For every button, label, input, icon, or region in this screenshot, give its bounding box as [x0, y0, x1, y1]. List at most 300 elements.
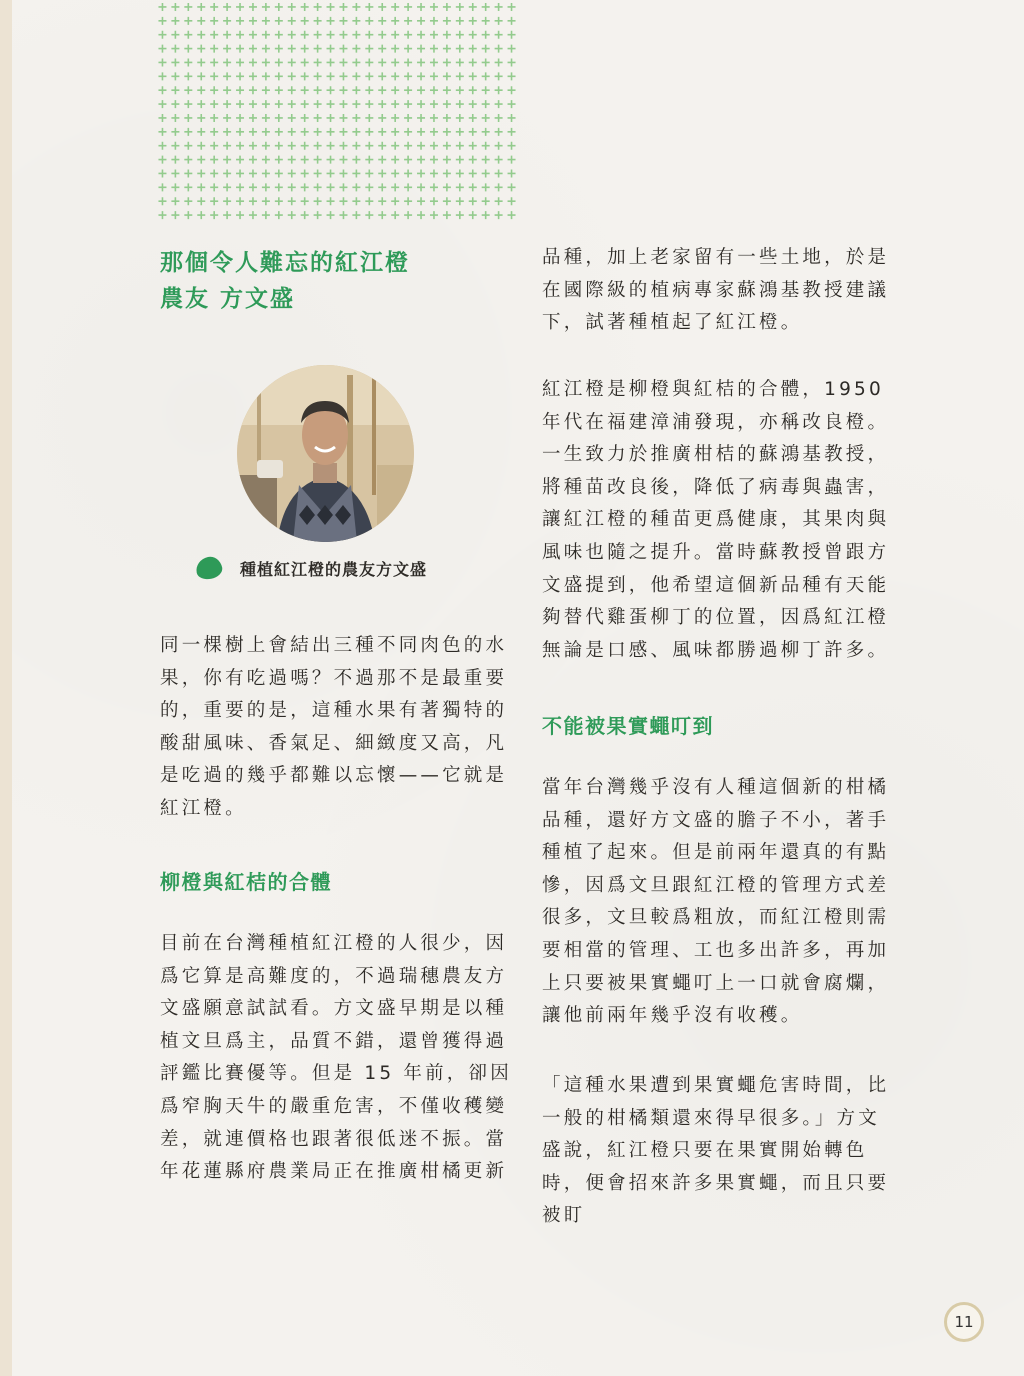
plus-mark	[301, 86, 309, 94]
plus-mark	[456, 156, 464, 164]
plus-mark	[404, 169, 412, 177]
plus-mark	[236, 45, 244, 53]
plus-mark	[223, 100, 231, 108]
plus-mark	[404, 114, 412, 122]
plus-mark	[288, 211, 296, 219]
plus-mark	[352, 45, 360, 53]
page-number: 11	[944, 1302, 984, 1342]
plus-mark	[275, 197, 283, 205]
plus-mark	[249, 100, 257, 108]
plus-mark	[430, 211, 438, 219]
plus-mark	[482, 183, 490, 191]
plus-mark	[171, 58, 179, 66]
plus-mark	[430, 142, 438, 150]
plus-mark	[171, 197, 179, 205]
plus-mark	[197, 86, 205, 94]
plus-mark	[495, 31, 503, 39]
plus-mark	[210, 169, 218, 177]
plus-mark	[184, 156, 192, 164]
plus-mark	[288, 128, 296, 136]
plus-mark	[482, 156, 490, 164]
plus-mark	[404, 156, 412, 164]
plus-mark	[482, 128, 490, 136]
plus-mark	[249, 58, 257, 66]
plus-mark	[197, 142, 205, 150]
plus-mark	[288, 58, 296, 66]
plus-mark	[223, 31, 231, 39]
plus-mark	[391, 58, 399, 66]
plus-mark	[301, 169, 309, 177]
plus-mark	[339, 3, 347, 11]
plus-mark	[158, 45, 166, 53]
plus-mark	[417, 17, 425, 25]
plus-mark	[443, 17, 451, 25]
plus-mark	[404, 3, 412, 11]
plus-mark	[327, 169, 335, 177]
plus-mark	[430, 3, 438, 11]
plus-mark	[365, 142, 373, 150]
section1-paragraph: 目前在台灣種植紅江橙的人很少，因爲它算是高難度的，不過瑞穗農友方文盛願意試試看。方文盛早期是以種植文旦爲主，品質不錯，還曾獲得過評鑑比賽優等。但是 15 年前，卻因爲窄胸天牛的嚴重危害，不僅收穫變差，就連價格也跟著很低迷不振。當年花蓮縣府農業局正在推廣柑橘更新	[160, 933, 512, 1183]
plus-mark	[262, 3, 270, 11]
plus-mark	[417, 142, 425, 150]
plus-mark	[288, 72, 296, 80]
plus-mark	[339, 86, 347, 94]
plus-mark	[158, 31, 166, 39]
plus-mark	[184, 183, 192, 191]
plus-mark	[339, 45, 347, 53]
plus-mark	[508, 142, 516, 150]
plus-mark	[262, 100, 270, 108]
plus-mark	[417, 45, 425, 53]
plus-mark	[469, 100, 477, 108]
plus-mark	[352, 114, 360, 122]
section2-paragraph: 當年台灣幾乎沒有人種這個新的柑橘品種，還好方文盛的膽子不小，著手種植了起來。但是前兩年還真的有點慘，因爲文旦跟紅江橙的管理方式差很多，文旦較爲粗放，而紅江橙則需要相當的管理、工也多出許多，再加上只要被果實蠅叮上一口就會腐爛，讓他前兩年幾乎沒有收穫。	[542, 777, 890, 1027]
plus-mark	[171, 114, 179, 122]
plus-mark	[158, 169, 166, 177]
plus-mark	[469, 169, 477, 177]
plus-mark	[404, 86, 412, 94]
plus-mark	[327, 3, 335, 11]
plus-mark	[197, 197, 205, 205]
plus-mark	[236, 197, 244, 205]
plus-mark	[171, 31, 179, 39]
plus-mark	[430, 156, 438, 164]
plus-mark	[443, 156, 451, 164]
plus-mark	[339, 31, 347, 39]
decorative-plus-pattern	[156, 0, 518, 222]
plus-mark	[262, 58, 270, 66]
plus-mark	[482, 197, 490, 205]
plus-mark	[482, 142, 490, 150]
plus-mark	[378, 58, 386, 66]
plus-mark	[404, 128, 412, 136]
plus-mark	[417, 72, 425, 80]
plus-mark	[430, 100, 438, 108]
plus-mark	[249, 45, 257, 53]
plus-mark	[469, 45, 477, 53]
plus-mark	[223, 86, 231, 94]
plus-mark	[404, 72, 412, 80]
plus-mark	[443, 86, 451, 94]
plus-mark	[339, 17, 347, 25]
plus-mark	[391, 183, 399, 191]
plus-mark	[236, 100, 244, 108]
plus-mark	[469, 31, 477, 39]
plus-mark	[236, 156, 244, 164]
plus-mark	[275, 86, 283, 94]
plus-mark	[508, 128, 516, 136]
photo-caption: 種植紅江橙的農友方文盛	[240, 560, 428, 579]
plus-mark	[184, 100, 192, 108]
plus-mark	[378, 86, 386, 94]
plus-mark	[249, 128, 257, 136]
plus-mark	[456, 31, 464, 39]
section-heading-hybrid: 柳橙與紅桔的合體	[160, 870, 332, 894]
plus-mark	[339, 142, 347, 150]
plus-mark	[352, 3, 360, 11]
plus-mark	[171, 183, 179, 191]
plus-mark	[352, 169, 360, 177]
plus-mark	[327, 142, 335, 150]
plus-mark	[275, 17, 283, 25]
plus-mark	[301, 183, 309, 191]
plus-mark	[171, 156, 179, 164]
plus-mark	[391, 114, 399, 122]
plus-mark	[443, 45, 451, 53]
plus-mark	[301, 72, 309, 80]
plus-mark	[184, 31, 192, 39]
plus-mark	[430, 128, 438, 136]
plus-mark	[314, 3, 322, 11]
plus-mark	[236, 86, 244, 94]
plus-mark	[391, 142, 399, 150]
page-spine	[0, 0, 12, 1376]
plus-mark	[197, 114, 205, 122]
plus-mark	[158, 156, 166, 164]
plus-mark	[223, 17, 231, 25]
plus-mark	[391, 31, 399, 39]
plus-mark	[469, 197, 477, 205]
plus-mark	[197, 17, 205, 25]
plus-mark	[508, 183, 516, 191]
plus-mark	[508, 211, 516, 219]
plus-mark	[288, 86, 296, 94]
plus-mark	[275, 100, 283, 108]
plus-mark	[469, 3, 477, 11]
plus-mark	[339, 114, 347, 122]
plus-mark	[262, 156, 270, 164]
plus-mark	[352, 142, 360, 150]
plus-mark	[197, 128, 205, 136]
plus-mark	[249, 72, 257, 80]
plus-mark	[417, 211, 425, 219]
plus-mark	[430, 72, 438, 80]
plus-mark	[495, 128, 503, 136]
plus-mark	[197, 156, 205, 164]
plus-mark	[184, 197, 192, 205]
plus-mark	[184, 17, 192, 25]
plus-mark	[158, 3, 166, 11]
plus-mark	[378, 100, 386, 108]
plus-mark	[482, 100, 490, 108]
plus-mark	[262, 142, 270, 150]
plus-mark	[391, 3, 399, 11]
plus-mark	[262, 197, 270, 205]
plus-mark	[404, 142, 412, 150]
plus-mark	[327, 58, 335, 66]
plus-mark	[417, 114, 425, 122]
plus-mark	[158, 183, 166, 191]
plus-mark	[327, 128, 335, 136]
plus-mark	[275, 128, 283, 136]
plus-mark	[184, 86, 192, 94]
plus-mark	[301, 100, 309, 108]
plus-mark	[495, 142, 503, 150]
plus-mark	[456, 100, 464, 108]
plus-mark	[197, 183, 205, 191]
plus-mark	[171, 169, 179, 177]
plus-mark	[171, 100, 179, 108]
plus-mark	[327, 100, 335, 108]
plus-mark	[158, 197, 166, 205]
plus-mark	[327, 197, 335, 205]
plus-mark	[456, 3, 464, 11]
plus-mark	[469, 142, 477, 150]
plus-mark	[417, 86, 425, 94]
plus-mark	[236, 17, 244, 25]
plus-mark	[391, 100, 399, 108]
plus-mark	[508, 58, 516, 66]
plus-mark	[417, 197, 425, 205]
plus-mark	[327, 86, 335, 94]
plus-mark	[171, 72, 179, 80]
plus-mark	[508, 86, 516, 94]
plus-mark	[314, 169, 322, 177]
plus-mark	[495, 17, 503, 25]
plus-mark	[430, 17, 438, 25]
plus-mark	[339, 183, 347, 191]
plus-mark	[417, 128, 425, 136]
plus-mark	[430, 114, 438, 122]
plus-mark	[352, 72, 360, 80]
plus-mark	[378, 183, 386, 191]
plus-mark	[236, 3, 244, 11]
plus-mark	[508, 31, 516, 39]
plus-mark	[417, 31, 425, 39]
plus-mark	[430, 169, 438, 177]
plus-mark	[469, 86, 477, 94]
plus-mark	[365, 211, 373, 219]
plus-mark	[508, 3, 516, 11]
plus-mark	[391, 45, 399, 53]
plus-mark	[184, 142, 192, 150]
plus-mark	[158, 142, 166, 150]
plus-mark	[249, 17, 257, 25]
column2-hybrid-origin-paragraph: 紅江橙是柳橙與紅桔的合體，1950 年代在福建漳浦發現，亦稱改良橙。一生致力於推廣柑桔的蘇鴻基教授，將種苗改良後，降低了病毒與蟲害，讓紅江橙的種苗更爲健康，其果肉與風味也隨之提升。當時蘇教授曾跟方文盛提到，他希望這個新品種有天能夠替代雞蛋柳丁的位置，因爲紅江橙無論是口感、風味都勝過柳丁許多。	[542, 379, 890, 661]
plus-mark	[327, 17, 335, 25]
plus-mark	[171, 142, 179, 150]
plus-mark	[365, 156, 373, 164]
caption-leaf-icon	[194, 555, 224, 582]
plus-mark	[210, 72, 218, 80]
plus-mark	[443, 72, 451, 80]
plus-mark	[236, 128, 244, 136]
plus-mark	[482, 169, 490, 177]
plus-mark	[456, 58, 464, 66]
plus-mark	[378, 114, 386, 122]
plus-mark	[288, 156, 296, 164]
plus-mark	[391, 156, 399, 164]
plus-mark	[249, 183, 257, 191]
plus-mark	[171, 86, 179, 94]
plus-mark	[365, 183, 373, 191]
plus-mark	[365, 31, 373, 39]
plus-mark	[482, 211, 490, 219]
plus-mark	[275, 114, 283, 122]
plus-mark	[262, 169, 270, 177]
plus-mark	[288, 169, 296, 177]
plus-mark	[456, 45, 464, 53]
plus-mark	[288, 197, 296, 205]
plus-mark	[301, 17, 309, 25]
plus-mark	[495, 211, 503, 219]
plus-mark	[184, 3, 192, 11]
plus-mark	[404, 45, 412, 53]
plus-mark	[417, 183, 425, 191]
plus-mark	[288, 183, 296, 191]
plus-mark	[391, 86, 399, 94]
plus-mark	[249, 169, 257, 177]
plus-mark	[339, 211, 347, 219]
plus-mark	[314, 114, 322, 122]
plus-mark	[314, 197, 322, 205]
plus-mark	[197, 3, 205, 11]
plus-mark	[339, 169, 347, 177]
plus-mark	[378, 197, 386, 205]
plus-mark	[171, 211, 179, 219]
plus-mark	[301, 142, 309, 150]
plus-mark	[262, 45, 270, 53]
plus-mark	[456, 197, 464, 205]
plus-mark	[365, 197, 373, 205]
plus-mark	[314, 86, 322, 94]
plus-mark	[352, 183, 360, 191]
plus-mark	[275, 211, 283, 219]
plus-mark	[365, 58, 373, 66]
plus-mark	[365, 169, 373, 177]
plus-mark	[482, 31, 490, 39]
article-byline: 農友 方文盛	[160, 286, 296, 312]
plus-mark	[236, 142, 244, 150]
plus-mark	[352, 86, 360, 94]
plus-mark	[314, 72, 322, 80]
plus-mark	[469, 156, 477, 164]
plus-mark	[262, 86, 270, 94]
plus-mark	[223, 211, 231, 219]
plus-mark	[352, 211, 360, 219]
plus-mark	[314, 31, 322, 39]
plus-mark	[223, 128, 231, 136]
plus-mark	[469, 58, 477, 66]
plus-mark	[365, 3, 373, 11]
plus-mark	[482, 72, 490, 80]
plus-mark	[508, 156, 516, 164]
plus-mark	[249, 142, 257, 150]
plus-mark	[210, 58, 218, 66]
plus-mark	[365, 45, 373, 53]
plus-mark	[184, 45, 192, 53]
plus-mark	[301, 211, 309, 219]
plus-mark	[469, 72, 477, 80]
plus-mark	[339, 58, 347, 66]
plus-mark	[288, 3, 296, 11]
column2-continued-paragraph: 品種，加上老家留有一些土地，於是在國際級的植病專家蘇鴻基教授建議下，試著種植起了紅江橙。	[542, 247, 890, 334]
plus-mark	[456, 86, 464, 94]
plus-mark	[495, 114, 503, 122]
plus-mark	[158, 211, 166, 219]
plus-mark	[158, 100, 166, 108]
plus-mark	[223, 58, 231, 66]
plus-mark	[262, 17, 270, 25]
article-title: 那個令人難忘的紅江橙	[160, 250, 410, 276]
plus-mark	[197, 45, 205, 53]
plus-mark	[262, 183, 270, 191]
plus-mark	[443, 128, 451, 136]
plus-mark	[275, 3, 283, 11]
plus-mark	[158, 86, 166, 94]
plus-mark	[171, 128, 179, 136]
plus-mark	[404, 58, 412, 66]
plus-mark	[327, 45, 335, 53]
plus-mark	[417, 100, 425, 108]
plus-mark	[469, 114, 477, 122]
plus-mark	[327, 72, 335, 80]
plus-mark	[365, 86, 373, 94]
plus-mark	[158, 128, 166, 136]
plus-mark	[210, 142, 218, 150]
plus-mark	[288, 100, 296, 108]
plus-mark	[327, 211, 335, 219]
plus-mark	[365, 100, 373, 108]
plus-mark	[378, 142, 386, 150]
plus-mark	[184, 114, 192, 122]
plus-mark	[184, 128, 192, 136]
plus-mark	[236, 114, 244, 122]
plus-mark	[236, 169, 244, 177]
plus-mark	[443, 169, 451, 177]
plus-mark	[184, 58, 192, 66]
plus-mark	[210, 114, 218, 122]
plus-mark	[456, 142, 464, 150]
plus-mark	[275, 58, 283, 66]
plus-mark	[223, 197, 231, 205]
plus-mark	[184, 211, 192, 219]
plus-mark	[327, 114, 335, 122]
plus-mark	[456, 169, 464, 177]
plus-mark	[327, 156, 335, 164]
plus-mark	[249, 211, 257, 219]
plus-mark	[443, 114, 451, 122]
plus-mark	[249, 86, 257, 94]
plus-mark	[417, 156, 425, 164]
plus-mark	[249, 197, 257, 205]
plus-mark	[314, 17, 322, 25]
plus-mark	[249, 156, 257, 164]
plus-mark	[365, 128, 373, 136]
plus-mark	[314, 142, 322, 150]
plus-mark	[223, 142, 231, 150]
plus-mark	[378, 169, 386, 177]
